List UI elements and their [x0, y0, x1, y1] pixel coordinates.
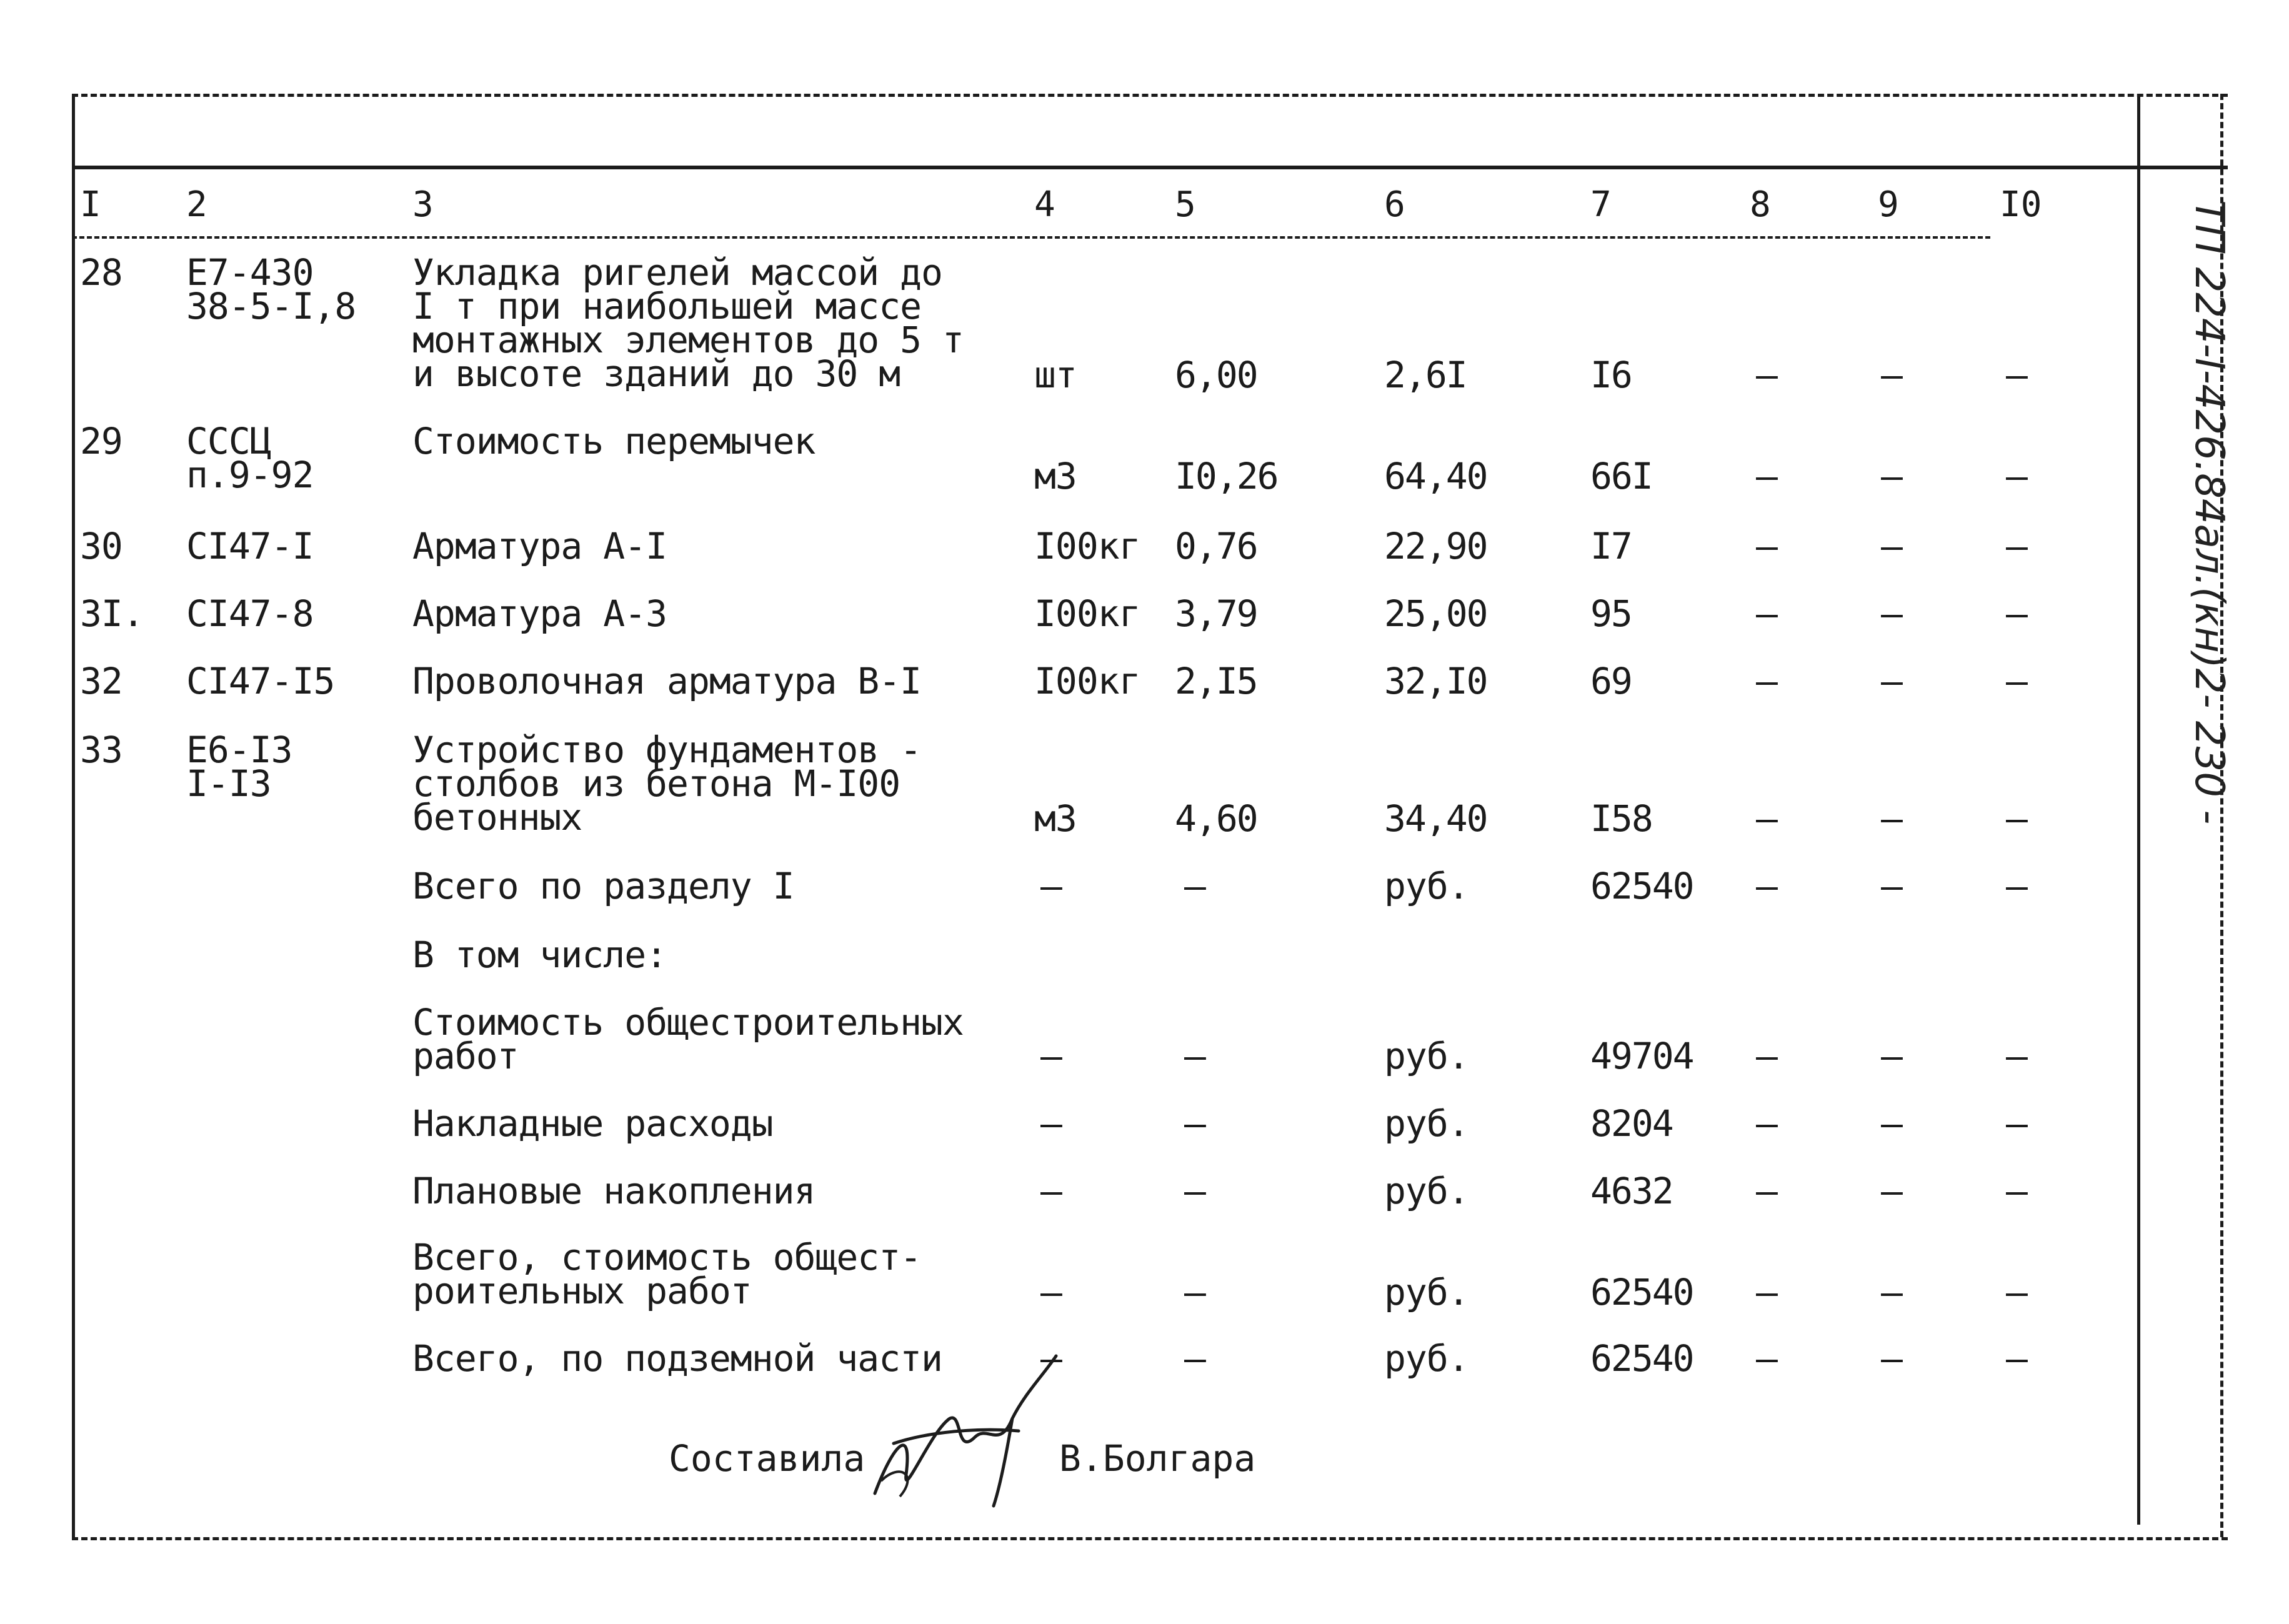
- unit-price: 64,40: [1384, 455, 1487, 497]
- col-8-value: –: [1756, 592, 1777, 635]
- unit: –: [1040, 1170, 1062, 1212]
- col-9-value: –: [1881, 354, 1902, 396]
- col-8-value: –: [1756, 865, 1777, 907]
- col-8-value: –: [1756, 1035, 1777, 1077]
- rate-code: п.9-92: [186, 454, 314, 496]
- quantity: –: [1184, 1035, 1205, 1077]
- col-10-value: –: [2006, 354, 2027, 396]
- row-number: 29: [80, 420, 122, 462]
- unit-price: 32,I0: [1384, 660, 1487, 702]
- work-description: Арматура А-I: [412, 525, 667, 567]
- unit-price: 34,40: [1384, 797, 1487, 840]
- summary-label: Плановые накопления: [412, 1170, 815, 1212]
- quantity: 3,79: [1175, 592, 1257, 635]
- rate-code: СI47-8: [186, 592, 314, 635]
- column-header-8: 8: [1750, 184, 1771, 225]
- col-9-value: –: [1881, 865, 1902, 907]
- rate-code: СССЦ: [186, 420, 271, 462]
- col-9-value: –: [1881, 525, 1902, 567]
- col-9-value: –: [1881, 1271, 1902, 1313]
- quantity: 4,60: [1175, 797, 1257, 840]
- quantity: 2,I5: [1175, 660, 1257, 702]
- total-cost: 69: [1590, 660, 1632, 702]
- column-header-1: I: [80, 184, 101, 225]
- total-cost: 62540: [1590, 1337, 1693, 1380]
- work-description: бетонных: [412, 796, 582, 839]
- col-9-value: –: [1881, 1337, 1902, 1380]
- column-header-4: 4: [1034, 184, 1055, 225]
- col-9-value: –: [1881, 797, 1902, 840]
- summary-label: Всего, по подземной части: [412, 1337, 942, 1380]
- col-10-value: –: [2006, 455, 2027, 497]
- col-8-value: –: [1756, 1102, 1777, 1145]
- column-header-7: 7: [1590, 184, 1612, 225]
- handwritten-signature: [856, 1350, 1081, 1512]
- col-8-value: –: [1756, 660, 1777, 702]
- total-cost: 62540: [1590, 865, 1693, 907]
- row-number: 33: [80, 729, 122, 771]
- unit: –: [1040, 1102, 1062, 1145]
- col-9-value: –: [1881, 1035, 1902, 1077]
- total-cost: 4632: [1590, 1170, 1673, 1212]
- quantity: –: [1184, 1170, 1205, 1212]
- col-8-value: –: [1756, 1271, 1777, 1313]
- col-10-value: –: [2006, 1102, 2027, 1145]
- col-8-value: –: [1756, 525, 1777, 567]
- col-10-value: –: [2006, 660, 2027, 702]
- work-description: Устройство фундаментов -: [412, 729, 922, 771]
- quantity: –: [1184, 1102, 1205, 1145]
- column-header-10: I0: [2000, 184, 2042, 225]
- col-10-value: –: [2006, 1035, 2027, 1077]
- total-cost: I58: [1590, 797, 1652, 840]
- unit: I00кг: [1034, 660, 1140, 702]
- frame-top-border: [72, 94, 2228, 97]
- quantity: –: [1184, 1271, 1205, 1313]
- col-9-value: –: [1881, 660, 1902, 702]
- unit: I00кг: [1034, 592, 1140, 635]
- work-description: и высоте зданий до 30 м: [412, 352, 900, 395]
- work-description: монтажных элементов до 5 т: [412, 319, 964, 361]
- header-separator: [72, 166, 2228, 169]
- unit: м3: [1034, 797, 1077, 840]
- work-description: Проволочная арматура В-I: [412, 660, 922, 702]
- col-9-value: –: [1881, 1170, 1902, 1212]
- col-10-value: –: [2006, 592, 2027, 635]
- column-header-underline: [72, 236, 1990, 239]
- col-10-value: –: [2006, 797, 2027, 840]
- total-cost: 49704: [1590, 1035, 1693, 1077]
- unit: –: [1040, 865, 1062, 907]
- col-10-value: –: [2006, 1271, 2027, 1313]
- col-8-value: –: [1756, 1170, 1777, 1212]
- summary-label: работ: [412, 1035, 519, 1077]
- work-description: Стоимость перемычек: [412, 420, 815, 462]
- row-number: 28: [80, 251, 122, 294]
- unit: –: [1040, 1035, 1062, 1077]
- col-9-value: –: [1881, 592, 1902, 635]
- rate-code: I-I3: [186, 762, 271, 805]
- column-header-2: 2: [186, 184, 207, 225]
- row-number: 30: [80, 525, 122, 567]
- column-header-6: 6: [1384, 184, 1405, 225]
- currency: руб.: [1384, 865, 1469, 907]
- quantity: –: [1184, 1337, 1205, 1380]
- unit: –: [1040, 1271, 1062, 1313]
- col-8-value: –: [1756, 797, 1777, 840]
- rate-code: СI47-I5: [186, 660, 335, 702]
- work-description: столбов из бетона М-I00: [412, 762, 900, 805]
- quantity: 6,00: [1175, 354, 1257, 396]
- col-8-value: –: [1756, 1337, 1777, 1380]
- stamp-column-border: [2137, 94, 2140, 1525]
- total-cost: I7: [1590, 525, 1632, 567]
- total-cost: 8204: [1590, 1102, 1673, 1145]
- unit-price: 2,6I: [1384, 354, 1467, 396]
- col-10-value: –: [2006, 1170, 2027, 1212]
- unit: м3: [1034, 455, 1077, 497]
- summary-label: В том числе:: [412, 934, 667, 976]
- row-number: 3I.: [80, 592, 144, 635]
- quantity: I0,26: [1175, 455, 1278, 497]
- col-10-value: –: [2006, 525, 2027, 567]
- total-cost: I6: [1590, 354, 1632, 396]
- summary-label: Накладные расходы: [412, 1102, 773, 1145]
- currency: руб.: [1384, 1170, 1469, 1212]
- unit-price: 22,90: [1384, 525, 1487, 567]
- column-header-9: 9: [1878, 184, 1899, 225]
- column-header-5: 5: [1175, 184, 1196, 225]
- rate-code: СI47-I: [186, 525, 314, 567]
- total-cost: 66I: [1590, 455, 1652, 497]
- compiled-by-label: Составила: [669, 1437, 865, 1480]
- row-number: 32: [80, 660, 122, 702]
- currency: руб.: [1384, 1102, 1469, 1145]
- column-header-3: 3: [412, 184, 434, 225]
- rate-code: 38-5-I,8: [186, 285, 356, 327]
- unit: шт: [1034, 354, 1077, 396]
- summary-label: роительных работ: [412, 1270, 752, 1312]
- col-10-value: –: [2006, 1337, 2027, 1380]
- currency: руб.: [1384, 1337, 1469, 1380]
- quantity: –: [1184, 865, 1205, 907]
- currency: руб.: [1384, 1035, 1469, 1077]
- rate-code: Е7-430: [186, 251, 314, 294]
- unit-price: 25,00: [1384, 592, 1487, 635]
- frame-left-border: [72, 94, 75, 1537]
- col-10-value: –: [2006, 865, 2027, 907]
- currency: руб.: [1384, 1271, 1469, 1313]
- rate-code: Е6-I3: [186, 729, 292, 771]
- compiler-name: В.Болгара: [1059, 1437, 1256, 1480]
- summary-label: Всего по разделу I: [412, 865, 794, 907]
- unit: I00кг: [1034, 525, 1140, 567]
- total-cost: 95: [1590, 592, 1632, 635]
- summary-label: Стоимость общестроительных: [412, 1001, 964, 1044]
- quantity: 0,76: [1175, 525, 1257, 567]
- unit: –: [1040, 1337, 1062, 1380]
- total-cost: 62540: [1590, 1271, 1693, 1313]
- work-description: Арматура А-3: [412, 592, 667, 635]
- summary-label: Всего, стоимость общест-: [412, 1236, 922, 1278]
- col-9-value: –: [1881, 1102, 1902, 1145]
- work-description: I т при наибольшей массе: [412, 285, 922, 327]
- work-description: Укладка ригелей массой до: [412, 251, 942, 294]
- frame-bottom-border: [72, 1537, 2228, 1540]
- col-9-value: –: [1881, 455, 1902, 497]
- col-8-value: –: [1756, 455, 1777, 497]
- col-8-value: –: [1756, 354, 1777, 396]
- project-code-stamp: ТП 224-I-426.84ал.(кн)2- 230 -: [2186, 200, 2232, 825]
